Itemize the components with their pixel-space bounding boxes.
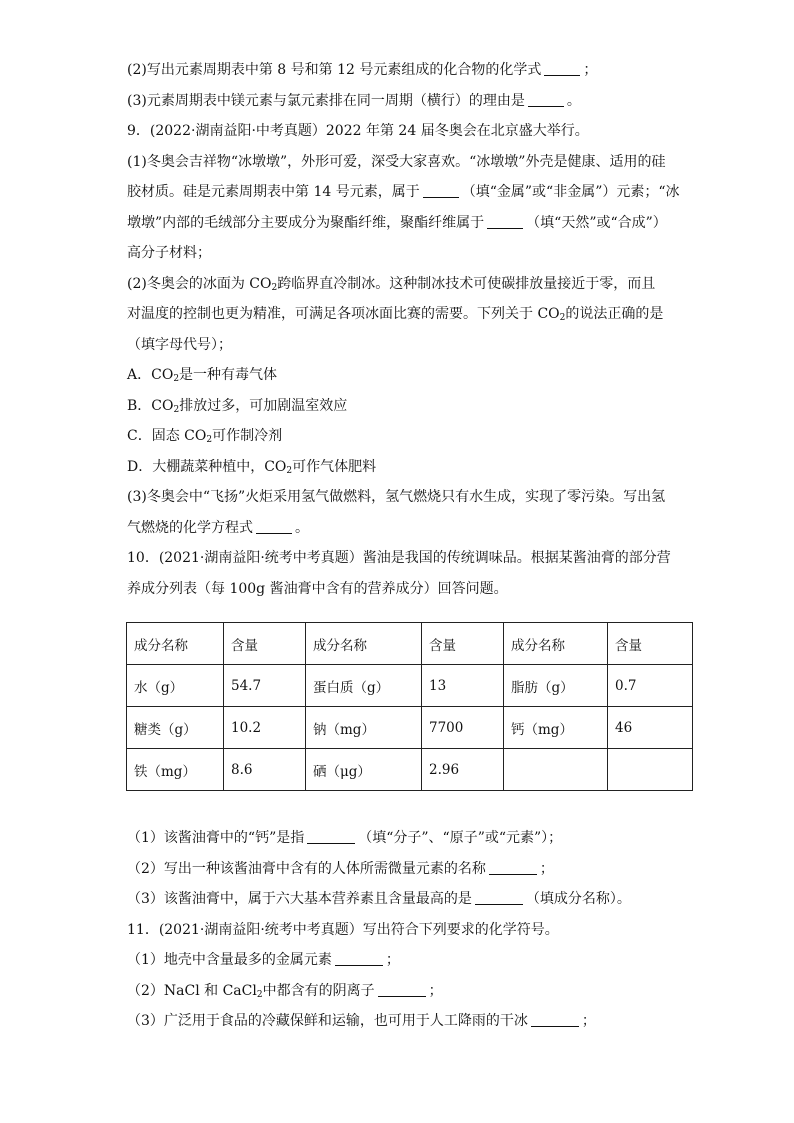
text: （填“金属”或“非金属”）元素；“冰	[461, 184, 680, 200]
text: （1）该酱油膏中的“钙”是指	[127, 830, 305, 846]
subscript: 2	[271, 282, 278, 293]
text: （3）该酱油膏中，属于六大基本营养素且含量最高的是	[127, 891, 472, 907]
text: 跨临界直冷制冰。这种制冰技术可使碳排放量接近于零，而且	[277, 275, 656, 292]
text: （填成分名称）。	[525, 891, 631, 907]
text: 。	[295, 519, 309, 536]
table-cell: 铁（mg）	[127, 749, 224, 791]
answer-blank[interactable]	[335, 951, 383, 966]
text: 对温度的控制也更为精准，可满足各项冰面比赛的需要。下列关于 CO	[127, 306, 560, 322]
question-11-part-3	[127, 1011, 697, 1031]
table-cell: 成分名称	[504, 623, 608, 665]
text: （3）广泛用于食品的冷藏保鲜和运输，也可用于人工降雨的干冰	[127, 1013, 528, 1029]
text: B．CO	[127, 397, 174, 414]
document-body-lower	[127, 828, 697, 1031]
subscript: 2	[173, 374, 180, 384]
text: 可作制冷剂	[212, 428, 283, 444]
question-9-part-1-line-2	[127, 182, 697, 202]
question-9-part-3: (3)冬奥会中“飞扬”火炬采用氢气做燃料，氢气燃烧只有水生成，实现了零污染。写出氢	[127, 489, 666, 505]
answer-blank[interactable]	[378, 982, 426, 997]
text: （1）地壳中含量最多的金属元素	[127, 952, 332, 968]
answer-blank[interactable]	[307, 829, 355, 844]
table-cell: 成分名称	[306, 623, 422, 665]
text: 排放过多，可加剧温室效应	[179, 397, 348, 414]
question-9-part-1: (1)冬奥会吉祥物“冰墩墩”，外形可爱，深受大家喜欢。“冰墩墩”外壳是健康、适用的硅	[127, 153, 666, 170]
table-cell: 含量	[224, 623, 306, 665]
table-cell: 成分名称	[127, 623, 224, 665]
text: 。	[566, 92, 581, 109]
text: 中都含有的阴离子	[262, 982, 375, 999]
question-11-part-1	[127, 950, 697, 970]
answer-blank[interactable]	[256, 519, 292, 534]
document-body	[127, 60, 697, 599]
table-row	[127, 665, 693, 707]
option-b[interactable]	[127, 396, 697, 416]
subscript: 2	[559, 313, 566, 323]
option-a[interactable]	[127, 365, 697, 385]
question-10-part-3	[127, 889, 697, 909]
table-cell: 糖类（g）	[127, 707, 224, 749]
question-9-part-1-line-4: 高分子材料；	[127, 245, 211, 261]
table-cell: 0.7	[608, 665, 693, 707]
text: ；	[428, 982, 443, 999]
text: ；	[539, 860, 554, 877]
table-cell: 蛋白质（g）	[306, 665, 422, 707]
table-cell	[608, 749, 693, 791]
table-cell: 10.2	[224, 707, 306, 749]
answer-blank[interactable]	[489, 860, 537, 875]
question-9-part-2-line-2	[127, 304, 697, 324]
table-cell: 水（g）	[127, 665, 224, 707]
answer-blank[interactable]	[528, 92, 564, 107]
text: （2）写出一种该酱油膏中含有的人体所需微量元素的名称	[127, 860, 486, 877]
question-11-part-2	[127, 981, 697, 1001]
table-cell: 硒（μg）	[306, 749, 422, 791]
question-10-part-2	[127, 859, 697, 879]
table-row	[127, 749, 693, 791]
text: C．固态 CO	[127, 428, 207, 444]
text: 墩墩”内部的毛绒部分主要成分为聚酯纤维，聚酯纤维属于	[127, 214, 485, 231]
subscript: 2	[256, 989, 263, 1000]
text: 是一种有毒气体	[179, 367, 278, 383]
nutrition-table	[126, 622, 693, 791]
text: 胶材质。硅是元素周期表中第 14 号元素，属于	[127, 184, 420, 200]
text: (2)写出元素周期表中第 8 号和第 12 号元素组成的化合物的化学式	[127, 62, 542, 78]
text: （2）NaCl 和 CaCl	[127, 982, 257, 999]
text: (2)冬奥会的冰面为 CO	[127, 275, 272, 292]
text: 气燃烧的化学方程式	[127, 519, 253, 536]
option-d[interactable]	[127, 457, 697, 477]
option-c[interactable]	[127, 426, 697, 446]
question-9-part-3-line-2	[127, 518, 697, 538]
question-8-part-2	[127, 60, 697, 80]
text: ；	[583, 62, 598, 78]
text: ；	[385, 952, 400, 968]
table-cell: 2.96	[422, 749, 504, 791]
table-cell: 7700	[422, 707, 504, 749]
answer-blank[interactable]	[475, 890, 523, 905]
subscript: 2	[206, 435, 213, 445]
table-cell: 含量	[608, 623, 693, 665]
table-cell: 钠（mg）	[306, 707, 422, 749]
text: （填“天然”或“合成”）	[526, 214, 667, 231]
table-cell: 13	[422, 665, 504, 707]
table-cell: 钙（mg）	[504, 707, 608, 749]
question-9-header: 9．(2022·湖南益阳·中考真题）2022 年第 24 届冬奥会在北京盛大举行。	[127, 123, 589, 139]
table-cell: 54.7	[224, 665, 306, 707]
answer-blank[interactable]	[531, 1012, 579, 1027]
answer-blank[interactable]	[544, 61, 580, 76]
text: (3)元素周期表中镁元素与氯元素排在同一周期（横行）的理由是	[127, 92, 525, 109]
text: A．CO	[127, 367, 174, 383]
table-cell: 含量	[422, 623, 504, 665]
subscript: 2	[286, 465, 293, 476]
question-8-part-3	[127, 91, 697, 111]
table-cell: 脂肪（g）	[504, 665, 608, 707]
subscript: 2	[173, 404, 180, 415]
table-cell: 8.6	[224, 749, 306, 791]
table-cell	[504, 749, 608, 791]
table-header-row	[127, 623, 693, 665]
question-10-part-1	[127, 828, 697, 848]
answer-blank[interactable]	[487, 214, 523, 229]
table-cell: 46	[608, 707, 693, 749]
question-9-part-2-line-3: （填字母代号）；	[127, 336, 232, 353]
text: （填“分子”、“原子”或“元素”）；	[358, 830, 563, 846]
question-9-part-1-line-3	[127, 213, 697, 233]
question-11-header: 11．(2021·湖南益阳·统考中考真题）写出符合下列要求的化学符号。	[127, 921, 559, 938]
question-10-header-line-2: 养成分列表（每 100g 酱油膏中含有的营养成分）回答问题。	[127, 580, 508, 597]
text: D．大棚蔬菜种植中，CO	[127, 458, 287, 475]
question-10-header: 10．(2021·湖南益阳·统考中考真题）酱油是我国的传统调味品。根据某酱油膏的部分营	[127, 550, 671, 566]
text: ；	[581, 1013, 596, 1029]
table-row	[127, 707, 693, 749]
answer-blank[interactable]	[423, 183, 459, 198]
text: 的说法正确的是	[565, 306, 664, 322]
question-9-part-2	[127, 274, 697, 294]
text: 可作气体肥料	[292, 458, 377, 475]
